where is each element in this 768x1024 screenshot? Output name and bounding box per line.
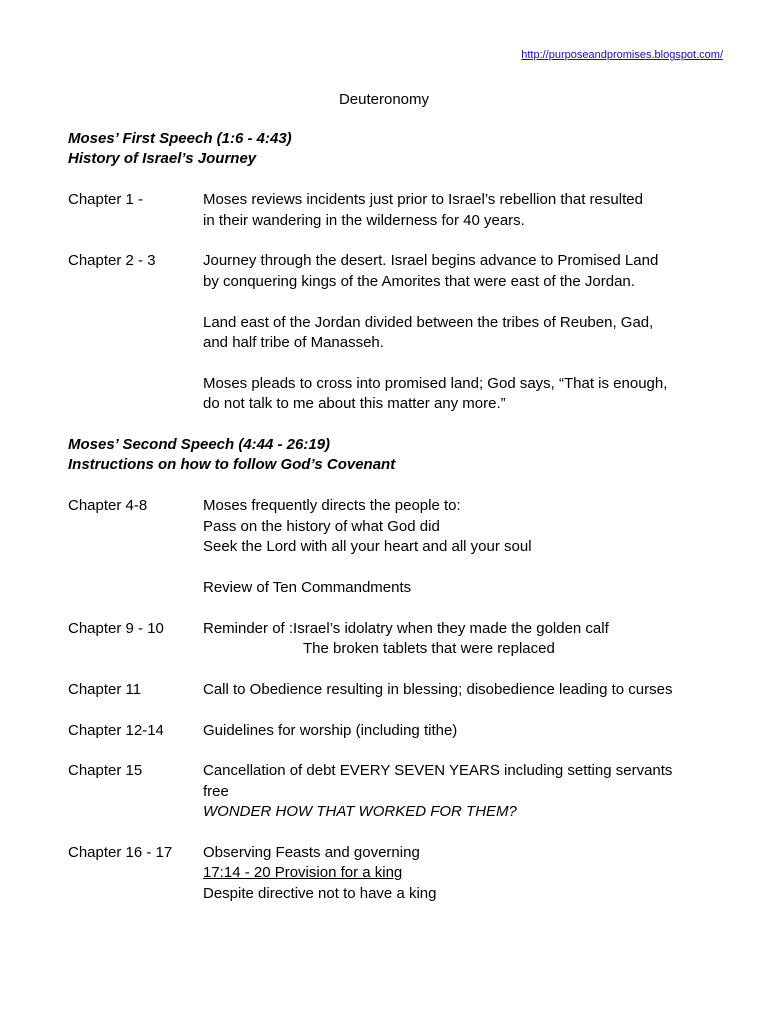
- entry-line: Moses frequently directs the people to:: [203, 497, 461, 515]
- entry-line: Call to Obedience resulting in blessing; disobedience leading to curses: [203, 680, 673, 698]
- entry-line: Observing Feasts and governing: [203, 844, 420, 862]
- entry-line: WONDER HOW THAT WORKED FOR THEM?: [203, 803, 517, 821]
- chapter-12-14-entry: [68, 721, 738, 741]
- chapter-1-entry: [68, 190, 738, 231]
- underlined-reference: 17:14 - 20 Provision for a king: [203, 864, 403, 882]
- entry-line: and half tribe of Manasseh.: [203, 334, 384, 352]
- chapter-4-8-entry: [68, 496, 738, 598]
- entry-line: free: [203, 782, 229, 800]
- entry-line: Cancellation of debt EVERY SEVEN YEARS including setting servants: [203, 762, 673, 780]
- document-content: [68, 129, 738, 904]
- entry-line: [203, 863, 738, 883]
- entry-line: Moses reviews incidents just prior to Israel’s rebellion that resulted: [203, 191, 643, 209]
- entry-line: Journey through the desert. Israel begins advance to Promised Land: [203, 252, 659, 270]
- entry-line: The broken tablets that were replaced: [303, 640, 555, 658]
- chapter-2-3-entry: [68, 251, 738, 414]
- entry-line: in their wandering in the wilderness for 40 years.: [203, 211, 525, 229]
- entry-line: Guidelines for worship (including tithe): [203, 721, 458, 739]
- speech2-title: Moses’ Second Speech (4:44 - 26:19): [68, 436, 331, 454]
- chapter-9-10-entry: [68, 619, 738, 660]
- chapter-label: Chapter 1 -: [68, 191, 144, 209]
- entry-line: Despite directive not to have a king: [203, 884, 437, 902]
- entry-line: by conquering kings of the Amorites that were east of the Jordan.: [203, 272, 635, 290]
- entry-line: Pass on the history of what God did: [203, 517, 440, 535]
- entry-line: Seek the Lord with all your heart and all your soul: [203, 538, 532, 556]
- entry-line: Reminder of :Israel’s idolatry when they made the golden calf: [203, 619, 609, 637]
- chapter-label: Chapter 4-8: [68, 497, 148, 515]
- chapter-11-entry: [68, 680, 738, 700]
- chapter-15-entry: [68, 761, 738, 822]
- entry-line: do not talk to me about this matter any more.”: [203, 395, 506, 413]
- chapter-label: Chapter 2 - 3: [68, 252, 156, 270]
- document-title: Deuteronomy: [338, 91, 430, 108]
- chapter-label: Chapter 12-14: [68, 721, 164, 739]
- entry-line: Moses pleads to cross into promised land; God says, “That is enough,: [203, 374, 668, 392]
- chapter-label: Chapter 11: [68, 680, 142, 698]
- speech2-subtitle: Instructions on how to follow God’s Covenant: [68, 456, 396, 474]
- chapter-label: Chapter 15: [68, 762, 143, 780]
- speech1-title: Moses’ First Speech (1:6 - 4:43): [68, 130, 292, 147]
- entry-line: Review of Ten Commandments: [203, 578, 412, 596]
- chapter-label: Chapter 16 - 17: [68, 844, 173, 862]
- blog-url-link[interactable]: http://purposeandpromises.blogspot.com/: [521, 49, 723, 61]
- chapter-label: Chapter 9 - 10: [68, 619, 164, 637]
- chapter-16-17-entry: [68, 843, 738, 904]
- entry-line: Land east of the Jordan divided between the tribes of Reuben, Gad,: [203, 313, 654, 331]
- speech1-subtitle: History of Israel’s Journey: [68, 150, 257, 168]
